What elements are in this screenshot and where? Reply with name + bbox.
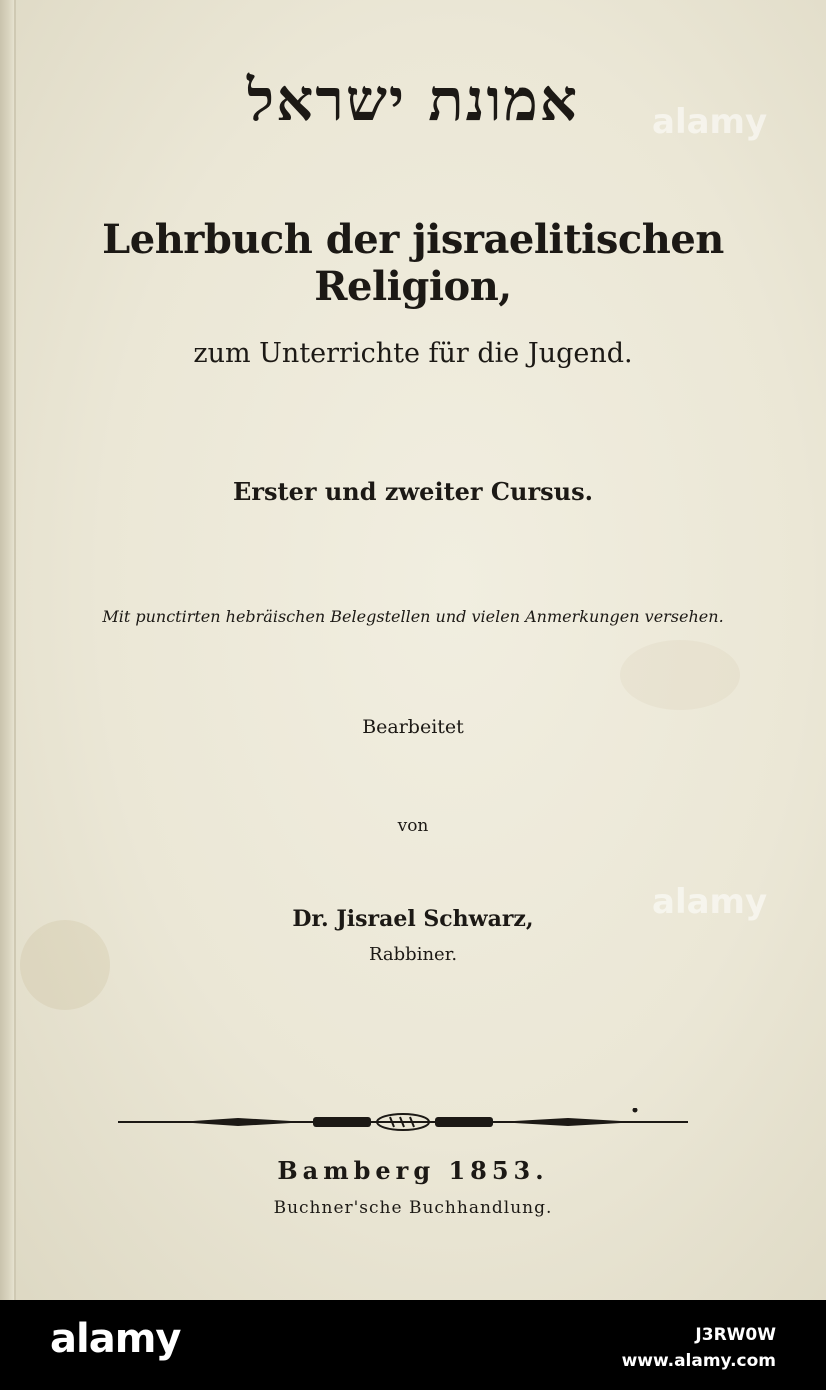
watermark-stamp: alamy [652, 882, 768, 922]
imprint-city-year: Bamberg 1853. [277, 1156, 549, 1185]
book-spine-edge [0, 0, 14, 1300]
image-id: J3RW0W [695, 1325, 776, 1345]
imprint-publisher: Buchner'sche Buchhandlung. [273, 1198, 553, 1218]
watermark-stamp: alamy [652, 102, 768, 142]
course-line: Erster und zweiter Cursus. [233, 477, 593, 506]
binding-line [14, 0, 16, 1300]
paper-stain [620, 640, 740, 710]
hebrew-title: אמונת ישראל [246, 66, 580, 134]
stock-footer-bar [0, 1300, 826, 1390]
description-line: Mit punctirten hebräischen Belegstellen und vielen Anmerkungen versehen. [102, 607, 724, 626]
author-role: Rabbiner. [368, 944, 458, 965]
book-title: Lehrbuch der jisraelitischen Religion, [102, 216, 724, 310]
edited-label: Bearbeitet [362, 716, 464, 738]
paper-stain [20, 920, 110, 1010]
ornamental-rule [118, 1108, 688, 1138]
alamy-logo: alamy [50, 1316, 181, 1362]
site-url: www.alamy.com [621, 1351, 776, 1371]
image-credit [622, 1322, 776, 1374]
book-subtitle: zum Unterrichte für die Jugend. [193, 338, 633, 369]
by-label: von [397, 816, 429, 836]
author-name: Dr. Jisrael Schwarz, [292, 906, 534, 932]
